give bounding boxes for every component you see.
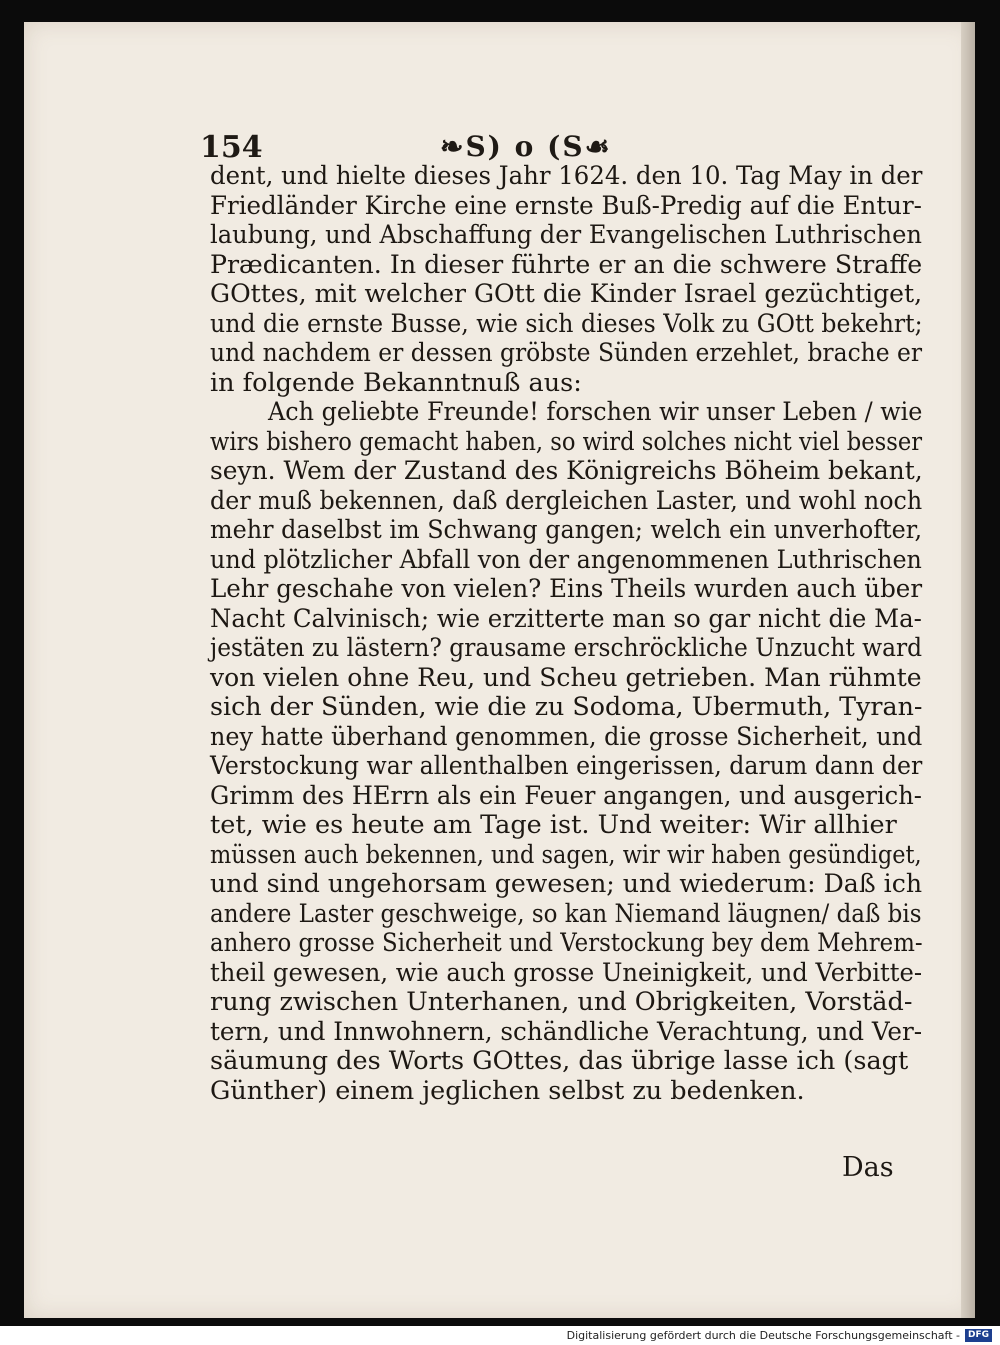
text-line: mehr daselbst im Schwang gangen; welch ein unverhofter, xyxy=(210,515,923,545)
text-line: und sind ungehorsam gewesen; und wiederum: Daß ich xyxy=(210,869,923,899)
text-line: und plötzlicher Abfall von der angenommenen Luthrischen xyxy=(210,544,922,575)
text-line: Grimm des HErrn als ein Feuer angangen, und ausgerich- xyxy=(210,780,922,811)
text-line: laubung, und Abschaffung der Evangelischen Luthrischen xyxy=(210,220,923,250)
footer-bar xyxy=(0,1326,1000,1345)
text-line: der muß bekennen, daß dergleichen Laster, und wohl noch xyxy=(210,485,923,516)
text-line: Friedländer Kirche eine ernste Buß-Predig auf die Entur- xyxy=(210,190,922,221)
page-edge xyxy=(961,22,975,1318)
text-line: Günther) einem jeglichen selbst zu bedenken. xyxy=(210,1075,805,1106)
text-line: Nacht Calvinisch; wie erzitterte man so gar nicht die Ma- xyxy=(210,603,922,634)
body-text xyxy=(210,162,922,1106)
page-number: 154 xyxy=(200,130,263,165)
text-line: GOttes, mit welcher GOtt die Kinder Israel gezüchtiget, xyxy=(210,279,923,309)
text-line: säumung des Worts GOttes, das übrige lasse ich (sagt xyxy=(210,1046,909,1076)
text-line: theil gewesen, wie auch grosse Uneinigkeit, und Verbitte- xyxy=(210,957,923,988)
text-line: dent, und hielte dieses Jahr 1624. den 10. Tag May in der xyxy=(210,161,923,191)
text-line: wirs bishero gemacht haben, so wird solches nicht viel besser xyxy=(210,426,923,457)
text-line: jestäten zu lästern? grausame erschröckliche Unzucht ward xyxy=(210,633,923,663)
text-line: anhero grosse Sicherheit und Verstockung bey dem Mehrem- xyxy=(210,928,923,958)
text-line: und die ernste Busse, wie sich dieses Volk zu GOtt bekehrt; xyxy=(210,308,923,339)
text-line: Lehr geschahe von vielen? Eins Theils wurden auch über xyxy=(210,574,923,604)
text-line: Prædicanten. In dieser führte er an die schwere Straffe xyxy=(210,249,923,280)
text-line: müssen auch bekennen, und sagen, wir wir haben gesündiget, xyxy=(210,839,922,870)
text-line: tern, und Innwohnern, schändliche Verachtung, und Ver- xyxy=(210,1016,923,1047)
header-ornament: ❧S) o (S☙ xyxy=(440,130,612,163)
text-line: in folgende Bekanntnuß aus: xyxy=(210,367,582,398)
funding-notice: Digitalisierung gefördert durch die Deutsche Forschungsgemeinschaft - xyxy=(566,1329,960,1342)
dfg-logo[interactable]: DFG xyxy=(965,1329,992,1342)
text-line: tet, wie es heute am Tage ist. Und weiter: Wir allhier xyxy=(210,810,897,840)
text-line: und nachdem er dessen gröbste Sünden erzehlet, brache er xyxy=(210,338,923,368)
text-line: andere Laster geschweige, so kan Niemand läugnen/ daß bis xyxy=(210,898,922,929)
text-line: Verstockung war allenthalben eingerissen, darum dann der xyxy=(210,751,923,781)
text-line: seyn. Wem der Zustand des Königreichs Böheim bekant, xyxy=(210,456,923,486)
text-line: sich der Sünden, wie die zu Sodoma, Ubermuth, Tyran- xyxy=(210,692,923,722)
text-line: Ach geliebte Freunde! forschen wir unser Leben / wie xyxy=(268,397,923,427)
text-line: ney hatte überhand genommen, die grosse Sicherheit, und xyxy=(210,721,923,752)
catchword: Das xyxy=(842,1152,894,1183)
text-line: von vielen ohne Reu, und Scheu getrieben. Man rühmte xyxy=(210,662,922,693)
text-line: rung zwischen Unterhanen, und Obrigkeiten, Vorstäd- xyxy=(210,987,913,1017)
